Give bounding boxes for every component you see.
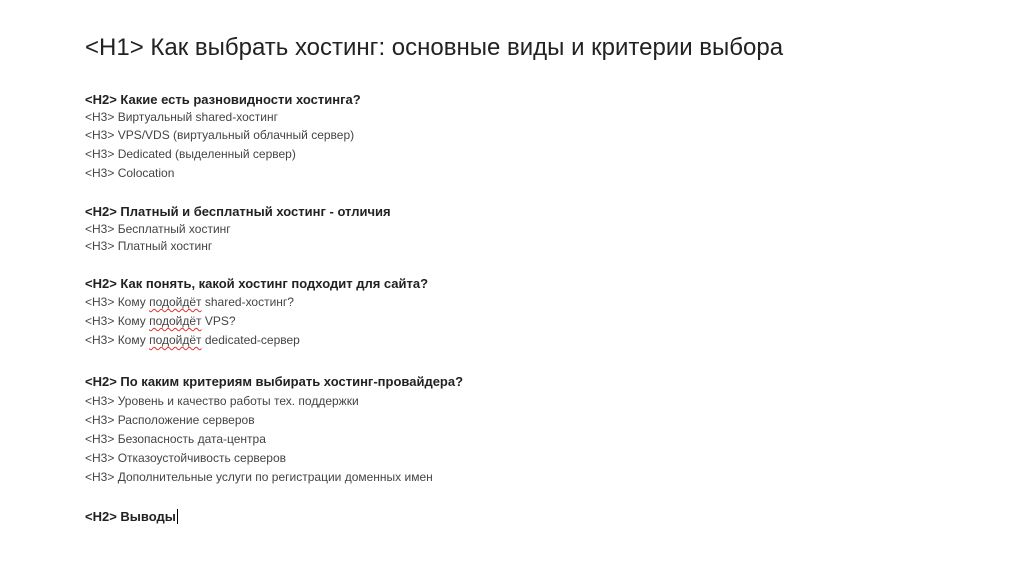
h3-item-prefix: <H3> Кому — [85, 295, 150, 309]
misspelled-word[interactable]: подойдёт — [149, 295, 202, 309]
h3-item: <H3> Безопасность дата-центра — [85, 432, 266, 446]
h2-heading: <H2> Платный и бесплатный хостинг - отличия — [85, 204, 391, 219]
h3-item: <H3> Dedicated (выделенный сервер) — [85, 147, 296, 161]
h3-item — [85, 312, 985, 331]
h3-item: <H3> Виртуальный shared-хостинг — [85, 110, 278, 124]
h3-item: <H3> Платный хостинг — [85, 239, 213, 253]
section-hosting-types — [85, 91, 985, 183]
section-conclusions — [85, 508, 985, 526]
h1-heading: <H1> Как выбрать хостинг: основные виды и критерии выбора — [85, 34, 784, 61]
section-provider-criteria — [85, 372, 985, 487]
h3-item-prefix: <H3> Кому — [85, 314, 150, 328]
h3-item: <H3> Отказоустойчивость серверов — [85, 451, 287, 465]
h3-item-suffix: VPS? — [201, 314, 236, 328]
h3-item — [85, 331, 985, 350]
h3-item: <H3> Расположение серверов — [85, 413, 255, 427]
h3-item-prefix: <H3> Кому — [85, 333, 150, 347]
h2-heading: <H2> По каким критериям выбирать хостинг-провайдера? — [85, 374, 464, 389]
h3-item: <H3> Colocation — [85, 166, 175, 180]
h3-item — [85, 293, 985, 312]
text-cursor — [177, 509, 178, 524]
h3-item-suffix: dedicated-сервер — [201, 333, 300, 347]
h3-item: <H3> VPS/VDS (виртуальный облачный сервер) — [85, 128, 355, 142]
h3-item: <H3> Дополнительные услуги по регистрации доменных имен — [85, 470, 433, 484]
misspelled-word[interactable]: подойдёт — [149, 333, 202, 347]
h3-item: <H3> Уровень и качество работы тех. поддержки — [85, 394, 359, 408]
h3-item: <H3> Бесплатный хостинг — [85, 222, 231, 236]
h2-heading: <H2> Какие есть разновидности хостинга? — [85, 92, 361, 107]
section-paid-vs-free — [85, 203, 985, 255]
h2-heading: <H2> Как понять, какой хостинг подходит для сайта? — [85, 276, 429, 291]
h2-heading — [85, 508, 985, 526]
misspelled-word[interactable]: подойдёт — [149, 314, 202, 328]
section-which-hosting — [85, 275, 985, 350]
h2-heading-text: <H2> Выводы — [85, 509, 176, 524]
h3-item-suffix: shared-хостинг? — [201, 295, 294, 309]
